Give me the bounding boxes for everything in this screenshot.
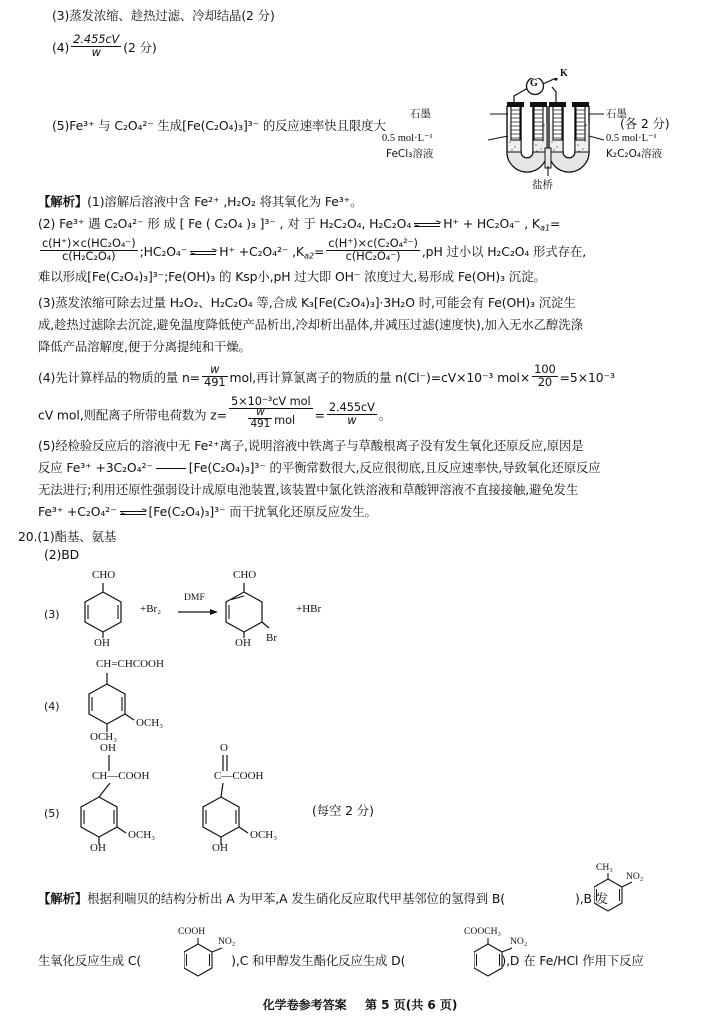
equilibrium-arrow-icon (190, 247, 216, 258)
item4-side-chain-label: CH=CHCOOH (96, 658, 164, 670)
q20-item3-label: (3) (44, 608, 60, 621)
fraction-numerator: c(H⁺)×c(C₂O₄²⁻) (328, 236, 418, 251)
analysis19-line3-c: = (313, 243, 325, 259)
q19-item4-suffix: (2 分) (123, 39, 157, 55)
page-footer (0, 996, 720, 1013)
switch-label: K (560, 68, 568, 79)
analysis19-line4: 难以形成[Fe(C₂O₄)₃]³⁻;Fe(OH)₃ 的 Ksp小,pH 过大即 OH⁻ 浓度过大,易形成 Fe(OH)₃ 沉淀。 (38, 269, 546, 284)
analysis19-line8-b: mol,再计算氯离子的物质的量 n(Cl⁻)=cV×10⁻³ mol× (229, 369, 531, 385)
ka2-subscript: a2 (303, 250, 314, 261)
analysis19-line12: 无法进行;利用还原性强弱设计成原电池装置,该装置中氯化铁溶液和草酸钾溶液不直接接触,避免发生 (38, 482, 579, 497)
n-sample-fraction (202, 364, 227, 389)
analysis19-line11-a: 反应 Fe³⁺ +3C₂O₄²⁻ (38, 460, 153, 475)
fraction-denominator (229, 408, 313, 432)
galvanic-cell-figure (382, 68, 663, 191)
fraction-numerator: 2.455cV (73, 32, 120, 47)
item5-s2-oh-bottom: OH (212, 842, 228, 854)
fraction-numerator: 100 (534, 362, 556, 377)
struct-b-ch3-label: CH₃ (596, 862, 613, 873)
struct-c-no2-label: NO₂ (218, 936, 236, 947)
analysis19-line7: 降低产品溶解度,便于分离提纯和干燥。 (38, 339, 251, 354)
s1-oh-bond (103, 755, 115, 771)
analysis19-line3-d: ,pH 过小以 H₂C₂O₄ 形式存在, (421, 243, 587, 259)
analysis20-line2-c: ),D 在 Fe/HCl 作用下反应 (501, 953, 644, 968)
analysis20-line1 (38, 893, 608, 905)
analysis-heading: 【解析】 (38, 194, 88, 209)
result-fraction (327, 399, 377, 427)
analysis20-line2-b: ),C 和甲醇发生酯化反应生成 D( (231, 953, 406, 968)
analysis19-line3-b: H⁺ +C₂O₄²⁻ ,K (219, 243, 304, 259)
equilibrium-arrow-icon (414, 219, 440, 230)
analysis20-line1-b: ),B 发 (574, 891, 609, 906)
ka1-fraction (40, 238, 138, 263)
reactant-oh-label: OH (94, 637, 110, 649)
inner-fraction-unit: mol (274, 413, 296, 428)
analysis19-line13-b: [Fe(C₂O₄)₃]³⁻ 而干扰氧化还原反应发生。 (148, 504, 377, 519)
inner-fraction (248, 407, 272, 430)
item4-och3-meta: OCH₃ (136, 717, 164, 729)
product-br-label: Br (266, 632, 277, 644)
item5-s1-chain: CH—COOH (92, 770, 150, 782)
left-solution-name: FeCl₃溶液 (386, 148, 434, 160)
q20-item2: (2)BD (44, 547, 80, 562)
item5-s2-och3: OCH₃ (250, 829, 278, 841)
inline-structure-b (594, 864, 664, 914)
analysis19-line2-c: = (549, 216, 561, 231)
q19-item5-points: (各 2 分) (620, 116, 670, 131)
fraction-denominator: 491 (250, 418, 271, 431)
analysis19-line2-b: H⁺ + HC₂O₄⁻ , K (443, 216, 540, 231)
left-solution-conc: 0.5 mol·L⁻¹ (382, 133, 433, 144)
analysis19-line1-text: (1)溶解后溶液中含 Fe²⁺ ,H₂O₂ 将其氧化为 Fe³⁺。 (87, 194, 363, 209)
right-solution-conc: 0.5 mol·L⁻¹ (606, 133, 657, 144)
inline-structure-c (176, 928, 266, 980)
analysis19-line6: 成,趁热过滤除去沉淀,避免温度降低使产品析出,冷却析出晶体,并减压过滤(速度快),加入无水乙醇洗涤 (38, 317, 583, 332)
q20-item5-structures (44, 742, 444, 855)
item5-s1-oh-top: OH (100, 742, 116, 754)
reaction-arrow-icon (178, 607, 218, 617)
analysis19-line9-end: 。 (378, 407, 392, 423)
analysis19-line13 (38, 506, 377, 518)
q20-item1: 20.(1)酯基、氨基 (18, 529, 117, 544)
q19-item4-fraction (71, 34, 121, 59)
analysis19-line2 (38, 218, 560, 231)
fraction-numerator: 5×10⁻³cV mol (231, 394, 311, 409)
item5-s2-o-top: O (220, 742, 228, 754)
analysis19-line1 (38, 196, 362, 208)
q19-item3: (3)蒸发浓缩、趁热过滤、冷却结晶(2 分) (52, 8, 275, 23)
analysis19-line5: (3)蒸发浓缩可除去过量 H₂O₂、H₂C₂O₄ 等,合成 K₃[Fe(C₂O₄)₃]·3H₂O 时,可能会有 Fe(OH)₃ 沉淀生 (38, 295, 576, 310)
q20-item4-label: (4) (44, 700, 60, 713)
analysis19-line2-a: (2) Fe³⁺ 遇 C₂O₄²⁻ 形 成 [ Fe ( C₂O₄ )₃ ]³⁻ , 对 于 H₂C₂O₄, H₂C₂O₄ (38, 216, 412, 231)
q19-item5: (5)Fe³⁺ 与 C₂O₄²⁻ 生成[Fe(C₂O₄)₃]³⁻ 的反应速率快且限度大 (52, 118, 386, 133)
right-solution-name: K₂C₂O₄溶液 (606, 148, 663, 160)
product-cho-label: CHO (233, 569, 257, 581)
fraction-numerator: 2.455cV (328, 399, 375, 414)
equilibrium-arrow-icon (120, 507, 146, 518)
s2-double-bond (218, 755, 234, 771)
q20-item4-structure (44, 660, 294, 745)
ka1-subscript: a1 (539, 222, 550, 233)
benzene-ring-product (219, 582, 271, 638)
benzene-ring-struct-d (474, 938, 530, 982)
analysis19-line9 (38, 394, 392, 434)
reagent-br2-label: +Br₂ (140, 603, 162, 615)
analysis19-line9-eq: = (314, 407, 325, 423)
fraction-denominator: w (71, 46, 121, 59)
benzene-ring-reactant (78, 582, 128, 638)
reaction-arrow-icon (156, 468, 186, 469)
q19-item4-prefix: (4) (52, 39, 70, 55)
fraction-numerator: c(H⁺)×c(HC₂O₄⁻) (42, 236, 136, 251)
fraction-numerator: w (256, 406, 265, 419)
analysis19-line8-c: =5×10⁻³ (559, 369, 615, 385)
item5-s2-chain: C—COOH (214, 770, 264, 782)
benzene-ring-struct-b (594, 873, 650, 917)
fraction-numerator: w (210, 362, 220, 377)
struct-d-no2-label: NO₂ (510, 936, 528, 947)
analysis19-line9-a: cV mol,则配离子所带电荷数为 z= (38, 407, 227, 423)
q20-item5-points: (每空 2 分) (312, 803, 374, 818)
item5-s1-och3: OCH₃ (128, 829, 156, 841)
reactant-cho-label: CHO (92, 569, 116, 581)
left-electrode-label: 石墨 (410, 108, 431, 120)
analysis20-heading: 【解析】 (38, 891, 88, 906)
fraction-denominator: c(HC₂O₄⁻) (326, 250, 420, 263)
analysis19-line13-a: Fe³⁺ +C₂O₄²⁻ (38, 504, 117, 519)
footer-page-number: 第 5 页(共 6 页) (365, 998, 458, 1012)
right-electrode-label: 石墨 (606, 108, 627, 120)
item5-s1-oh-bottom: OH (90, 842, 106, 854)
analysis19-line3-a: ;HC₂O₄⁻ (139, 243, 188, 259)
item4-och3-para: OCH₃ (90, 731, 118, 743)
analysis19-line3 (38, 236, 587, 265)
salt-bridge-label: 盐桥 (532, 179, 553, 191)
byproduct-hbr-label: +HBr (296, 603, 322, 615)
struct-c-cooh-label: COOH (178, 926, 206, 937)
q19-item4 (52, 32, 157, 61)
fraction-denominator: w (327, 414, 377, 427)
q20-item5-label: (5) (44, 807, 60, 820)
charge-fraction (229, 396, 313, 432)
ka2-fraction (326, 238, 420, 263)
analysis19-line8-a: (4)先计算样品的物质的量 n= (38, 369, 201, 385)
footer-subject: 化学卷参考答案 (262, 998, 347, 1012)
fraction-denominator: c(H₂C₂O₄) (40, 250, 138, 263)
catalyst-dmf-label: DMF (184, 592, 205, 603)
inline-structure-d (462, 928, 562, 980)
analysis19-line11 (38, 462, 601, 474)
q20-item3-reaction (44, 570, 344, 652)
dilution-fraction (532, 364, 557, 389)
struct-d-cooch3-label: COOCH₃ (464, 926, 501, 937)
analysis19-line10: (5)经检验反应后的溶液中无 Fe²⁺离子,说明溶液中铁离子与草酸根离子没有发生氧化还原反应,原因是 (38, 438, 584, 453)
struct-b-no2-label: NO₂ (626, 871, 644, 882)
analysis20-line1-a: 根据利喘贝的结构分析出 A 为甲苯,A 发生硝化反应取代甲基邻位的氢得到 B( (87, 891, 505, 906)
product-oh-label: OH (235, 637, 251, 649)
analysis19-line8 (38, 362, 615, 391)
galvanometer-label: G (530, 78, 538, 89)
analysis19-line11-b: [Fe(C₂O₄)₃]³⁻ 的平衡常数很大,反应很彻底,且反应速率快,导致氧化还原反应 (188, 460, 601, 475)
analysis20-line2-a: 生氧化反应生成 C( (38, 953, 142, 968)
benzene-ring-struct-c (184, 938, 240, 982)
fraction-denominator: 20 (532, 376, 557, 389)
fraction-denominator: 491 (204, 375, 226, 390)
